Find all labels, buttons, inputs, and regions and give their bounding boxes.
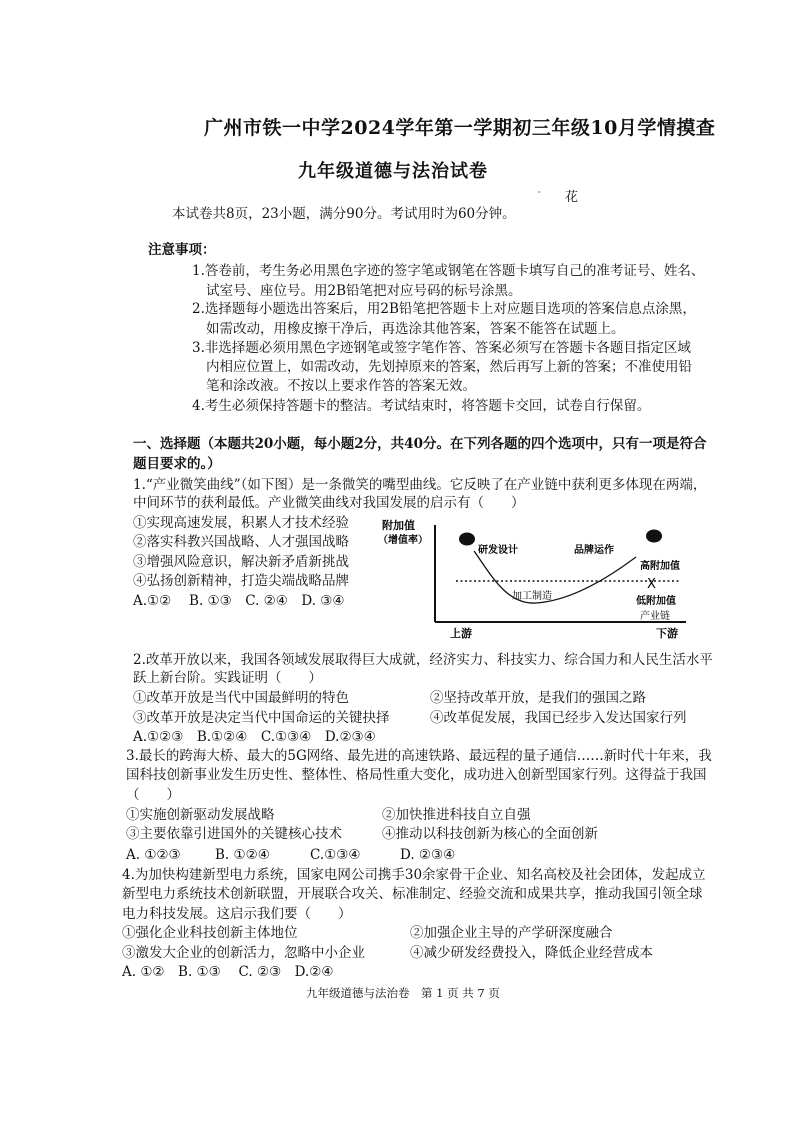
q3-option: ①实施创新驱动发展战略 [126,807,275,823]
stray-mark-text: 花 [565,190,579,205]
note-line: 笔和涂改液。不按以上要求作答的答案无效。 [206,378,476,394]
q2-option: ③改革开放是决定当代中国命运的关键抉择 [133,710,390,726]
q4-option: ④减少研发经费投入，降低企业经营成本 [410,945,653,961]
y-axis-label-sub: （增值率） [378,535,428,546]
dot-right [646,530,662,543]
q1-option: ②落实科教兴国战略、人才强国战略 [133,534,349,550]
x-axis-label: 产业链 [640,611,670,622]
q4-stem: 电力科技发展。这启示我们要（ ） [122,906,352,922]
x-left-label: 上游 [450,627,472,640]
q1-stem: 中间环节的获利最低。产业微笑曲线对我国发展的启示有（ ） [133,495,525,511]
note-line: 4.考生必须保持答题卡的整洁。考试结束时，将答题卡交回，试卷自行保留。 [192,398,651,414]
q4-stem: 4.为加快构建新型电力系统，国家电网公司携手30余家骨干企业、知名高校及社会团体，发起成立 [122,867,706,883]
dot-left [459,533,475,546]
notes-heading: 注意事项： [148,242,216,258]
q4-option: ①强化企业科技创新主体地位 [122,925,298,941]
q2-choices: A.①②③ B.①②④ C.①③④ D.②③④ [133,729,376,745]
q3-stem: 国科技创新事业发生历史性、整体性、格局性重大变化，成功进入创新型国家行列。这得益于我国 [126,767,707,783]
q2-option: ②坚持改革开放，是我们的强国之路 [430,690,646,706]
q3-choice: B. ①②④ [215,847,270,863]
y-axis-label: 附加值 [382,519,415,532]
page-title: 广州市铁一中学2024学年第一学期初三年级10月学情摸查 [204,117,716,139]
label-low-value: 低附加值 [636,596,676,607]
q1-stem: 1.“产业微笑曲线”（如下图）是一条微笑的嘴型曲线。它反映了在产业链中获利更多体现在两端， [133,477,707,493]
q2-option: ④改革促发展，我国已经步入发达国家行列 [430,710,687,726]
q1-choices: A.①② B. ①③ C. ②④ D. ③④ [133,593,345,609]
note-line: 1.答卷前，考生务必用黑色字迹的签字笔或钢笔在答题卡填写自己的准考证号、姓名、 [192,263,705,279]
note-line: 试室号、座位号。用2B铅笔把对应号码的标号涂黑。 [206,283,522,299]
q2-stem: 跃上新台阶。实践证明（ ） [133,670,322,686]
q4-option: ③激发大企业的创新活力，忽略中小企业 [122,945,365,961]
section-heading-cont: 题目要求的。） [133,456,221,472]
note-line: 2.选择题每小题选出答案后，用2B铅笔把答题卡上对应题目选项的答案信息点涂黑， [192,301,696,317]
smile-curve [474,551,636,603]
note-line: 3.非选择题必须用黑色字迹钢笔或签字笔作答、答案必须写在答题卡各题目指定区域 [192,340,691,356]
q1-option: ①实现高速发展，积累人才技术经验 [133,515,349,531]
note-line: 如需改动，用橡皮擦干净后，再选涂其他答案，答案不能答在试题上。 [206,321,625,337]
q4-stem: 新型电力系统技术创新联盟，开展联合攻关、标准制定、经验交流和成果共享，推动我国引领全球 [122,886,703,902]
q3-option: ④推动以科技创新为核心的全面创新 [382,826,598,842]
x-right-label: 下游 [656,627,678,640]
stray-mark: ⸳ [538,187,541,197]
q3-stem: 3.最长的跨海大桥、最大的5G网络、最先进的高速铁路、最远程的量子通信……新时代十年来，我 [126,748,712,764]
q3-option: ③主要依靠引进国外的关键核心技术 [126,826,342,842]
q4-choices: A. ①② B. ①③ C. ②③ D.②④ [122,964,334,980]
q2-option: ①改革开放是当代中国最鲜明的特色 [133,690,349,706]
q3-choice: D. ②③④ [400,847,456,863]
q3-choice: A. ①②③ [126,847,181,863]
q4-option: ②加强企业主导的产学研深度融合 [410,925,613,941]
q3-choice: C.①③④ [310,847,361,863]
smile-curve-diagram [378,515,698,645]
q2-stem: 2.改革开放以来，我国各领域发展取得巨大成就，经济实力、科技实力、综合国力和人民生活水平 [133,652,713,668]
q3-stem: （ ） [126,787,180,803]
label-high-value: 高附加值 [640,561,680,572]
note-line: 内相应位置上，如需改动，先划掉原来的答案，然后再写上新的答案；不准使用铅 [206,359,692,375]
section-heading: 一、选择题（本题共20小题，每小题2分，共40分。在下列各题的四个选项中，只有一项是符合 [133,436,707,452]
label-manufacturing: 加工制造 [512,591,552,602]
q1-option: ④弘扬创新精神，打造尖端战略品牌 [133,573,349,589]
page-footer: 九年级道德与法治卷 第 1 页 共 7 页 [306,986,500,1000]
label-rd: 研发设计 [478,545,518,556]
exam-info: 本试卷共8页，23小题，满分90分。考试用时为60分钟。 [172,206,516,222]
page-subtitle: 九年级道德与法治试卷 [298,161,488,182]
q3-option: ②加快推进科技自立自强 [382,807,531,823]
cross-mark: X [647,577,656,592]
label-brand: 品牌运作 [574,545,614,556]
q1-option: ③增强风险意识，解决新矛盾新挑战 [133,554,349,570]
